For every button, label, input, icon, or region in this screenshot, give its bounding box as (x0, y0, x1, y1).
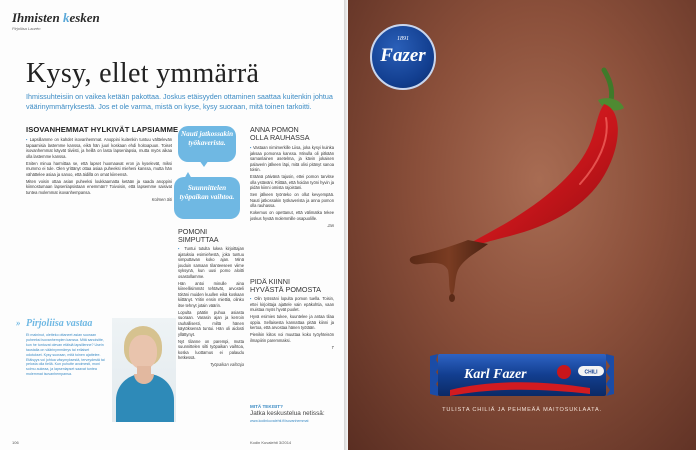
paragraph (26, 137, 172, 159)
section-title-prefix: Ihmisten (12, 10, 63, 25)
paragraph-text: Tuntui tutulta lukea kirjoittajan ajatuksia esimiehestä, joka tuntuu simputtavan koko ajan. Minä jouduin samaan tilanteeseen viime syksynä, kun uusi pomo aloitti osastollamme. (178, 246, 244, 279)
heading-line: POMONI (178, 227, 208, 236)
bullet-icon: ▪ (26, 137, 30, 142)
letter4-byline: T (331, 344, 334, 350)
page-footer: Kodin Kuvalehti 3/2014 (250, 440, 292, 445)
letter1-body (26, 137, 172, 281)
columnist-answer-heading: Pirjoliisa vastaa (26, 318, 93, 329)
letter4-heading (250, 278, 321, 294)
paragraph-text: Olin työssäni lopulta pomon tuella. Toisin, ettei kirjoittaja ajattele vain epäkohtia, vaan muistaa myös hyvät puolet. (250, 296, 334, 312)
section-title (12, 10, 100, 26)
columnist-answer-body: Et maininut, oletteko ottaneet asian suoraan puheeksi isovanhempien kanssa. Mitä sanoisitte, kun he tuntuvat olevan etäisiä lapsillenne? Usein taustalla on väärinymmärrys tai erilaiset odotukset. Kysy suoraan, mitä toinen ajattelee. Etäisyys voi johtua väsymyksestä, terveydestä tai pelosta olla tiellä. Kun puhutte avoimesti, moni solmu aukeaa, ja lapsenlapset saavat tuntea molemmat isovanhempansa. (26, 333, 105, 377)
heading-line: ANNA POMON (250, 125, 299, 134)
paragraph: Miten voisin ottaa asian puheeksi loukkaamatta ketään ja saada anoppini kiinnostumaan lapsenlapsistaan enemmän? Toivoisin, että lapsemme saisivat tuntea molemmat isovanhempansa. (26, 178, 172, 195)
bullet-icon: ▪ (178, 246, 185, 251)
logo-year: 1891 (397, 36, 409, 42)
candy-badge-text: CHILI (584, 369, 598, 376)
paragraph: Lopulta päätin puhua asiasta suoraan. Varasin ajan ja kerroin rauhallisesti, miltä hänen käytöksensä tuntui. Hän oli aidosti yllättynyt. (178, 309, 244, 337)
letter3-heading (250, 126, 310, 142)
quote-bubble-2: Suunnittelen työpaikan vaihtoa. (174, 177, 240, 219)
paragraph: Hyvä esimies tukee, kuuntelee ja antaa tilaa oppia. Sellaisesta kannattaa pitää kiinni ja kertoa, että arvostaa hänen työtään. (250, 314, 334, 330)
columnist-portrait (112, 318, 176, 422)
ad-tagline: TULISTA CHILIÄ JA PEHMEÄÄ MAITOSUKLAATA. (442, 407, 602, 413)
letter1-heading: ISOVANHEMMAT HYLKIVÄT LAPSIAMME (26, 125, 179, 134)
letter2-body (178, 246, 244, 426)
section-title-accent: k (62, 10, 70, 25)
paragraph-text: Lapsillamme on kahdet isovanhemmat. Anoppini kuitenkin tuntuu välttelevän tapaamisia lastemme kanssa, eikä hän juuri koskaan ehdi hoitoapuun. Toiset isovanhemmat käyvät tiiviisti, ja heillä on lasta lapsenlapsia, mutta myös aikaa olla lastemme kanssa. (26, 137, 172, 159)
wrapper-right-crimp (606, 354, 614, 396)
portrait-face (129, 335, 157, 369)
letter3-body (250, 145, 334, 271)
chocolate-dip (410, 240, 488, 296)
section-author: Pirjoliisa Laurén (12, 26, 41, 31)
chocolate-bar-illustration (430, 350, 614, 398)
letter2-heading (178, 228, 219, 244)
section-title-suffix: esken (69, 10, 100, 25)
heading-line: PIDÄ KIINNI (250, 277, 290, 286)
paragraph: Pienikin kiitos voi muuttaa koko työyhteisön ilmapiirin paremmaksi. (250, 332, 334, 343)
heading-line: HYVÄSTÄ POMOSTA (250, 285, 321, 294)
paragraph-text: Vastaan nimimerkille Liisa, joka kysyi kuinka jaksaa pomonsa kanssa. Minulla oli pitkään samanlainen asetelma, ja kävin jokaisen palaverin jälkeen läpi, mitä olisi pitänyt sanoa toisin. (250, 145, 334, 172)
mini-chili-icon (557, 365, 571, 379)
article-page (0, 0, 346, 450)
discussion-link[interactable]: www.kodinkuvalehti.fi/isovanhemmat (250, 419, 309, 423)
page-number: 106 (12, 440, 19, 445)
quote-bubble-1: Nauti jatkossakin työkaverista. (178, 126, 236, 162)
heading-line: OLLA RAUHASSA (250, 133, 310, 142)
article-headline: Kysy, ellet ymmärrä (26, 58, 260, 89)
letter3-byline: Jan (327, 222, 334, 228)
paragraph: Eräänä päivänä tajusin, ettei pomon tarvitse olla ystäväni. Riittää, että hoidan työni hyvin ja pidän kiinni omista rajoistani. (250, 174, 334, 190)
quote-mark-icon: » (16, 318, 21, 328)
advertisement-page (348, 0, 696, 450)
discussion-label: MITÄ TEKISIT? (250, 404, 283, 409)
paragraph: Hän antoi minulle aina kiireellisimmät tehtävät, arvosteli töitäni muiden kuullen eikä koskaan kiittänyt. Yritin ensin miettiä, olinko itse tehnyt jotain väärin. (178, 280, 244, 308)
paragraph (250, 145, 334, 173)
pepper-body (444, 104, 618, 258)
paragraph: Sen jälkeen työnteko on ollut kevyempää. Nauti jatkossakin työkaverista ja anna pomon olla rauhassa. (250, 192, 334, 208)
paragraph: Kokemus on opettanut, että välimatka tekee joskus hyvää molemmille osapuolille. (250, 210, 334, 221)
candy-brand-text: Karl Fazer (464, 367, 527, 382)
paragraph: Eniten minua harmittaa se, että lapset huomaavat eron ja kyselevät, miksi mummo ei tule. Olen yrittänyt ottaa asiaa puheeksi mieheni kanssa, mutta hän vähättelee asiaa ja sanoo, että äidillä on omat kiireensä. (26, 160, 172, 177)
letter4-body (250, 296, 334, 392)
letter2-byline: Työpaikan vaihtaja (210, 362, 244, 367)
paragraph (250, 296, 334, 313)
bullet-icon: ▪ (250, 145, 253, 150)
letter1-byline: Kolmen äiti (151, 196, 172, 202)
article-deck: Ihmissuhteisiin on vaikea ketään pakottaa. Joskus etäisyyden ottaminen saattaa kuitenkin johtua väärinymmärryksestä. Jos et ole varma, mistä on kyse, kysy suoraan, mitä toinen tarkoitti. (26, 92, 333, 111)
discussion-text: Jatka keskustelua netissä: (250, 410, 325, 417)
heading-line: SIMPUTTAA (178, 235, 219, 244)
logo-text: Fazer (380, 45, 426, 66)
bubble-tail (199, 160, 209, 167)
chocolate-drop (449, 294, 455, 302)
paragraph: Nyt tilanne on parempi, mutta suunnittelen silti työpaikan vaihtoa, koska luottamus ei palaudu hetkessä. (178, 338, 244, 360)
paragraph (178, 246, 244, 279)
bullet-icon: ▪ (250, 296, 255, 301)
